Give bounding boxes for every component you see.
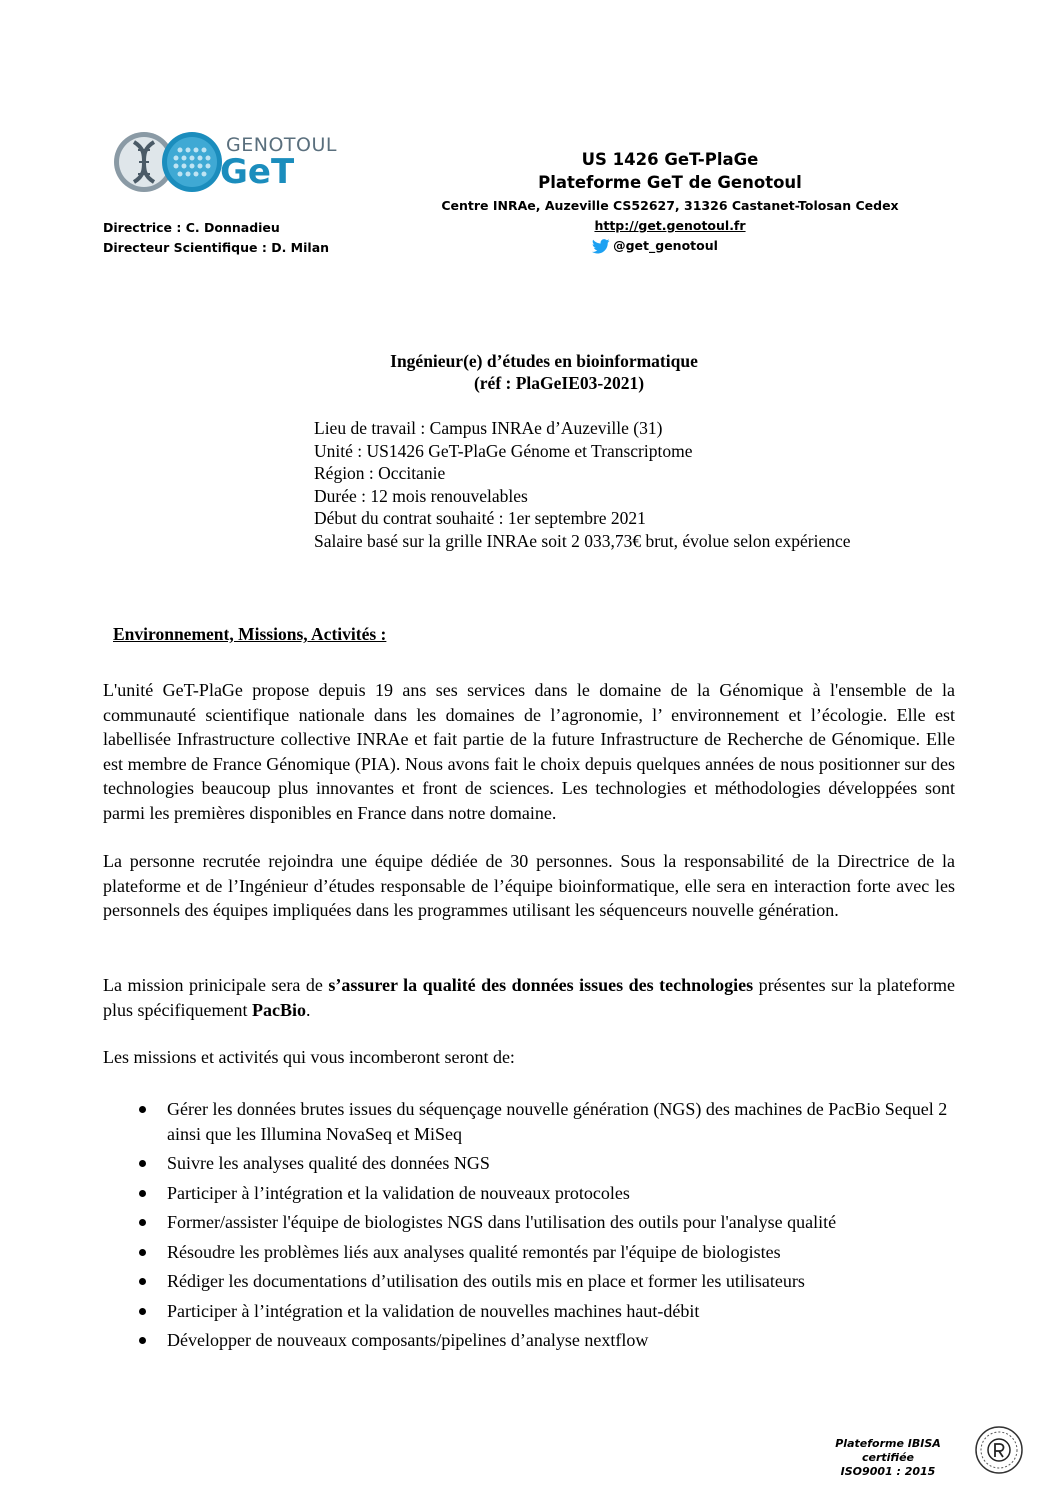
mission-text-e: . [305, 999, 311, 1020]
list-item: Développer de nouveaux composants/pipelines d’analyse nextflow [136, 1328, 966, 1353]
logo-text-genotoul: GENOTOUL [226, 134, 337, 156]
twitter-handle-row[interactable] [410, 236, 900, 256]
job-detail-salary: Salaire basé sur la grille INRAe soit 2 033,73€ brut, évolue selon expérience [314, 530, 851, 551]
job-title-block [0, 350, 1058, 394]
bullet-icon [139, 1308, 146, 1315]
bullet-icon [139, 1219, 146, 1226]
paragraph-missions-intro: Les missions et activités qui vous incomberont seront de: [103, 1047, 515, 1067]
certification-line-1: Plateforme IBISA certifiée [835, 1437, 941, 1464]
bullet-icon [139, 1160, 146, 1167]
job-detail-start: Début du contrat souhaité : 1er septembre 2021 [314, 508, 646, 528]
job-details [314, 417, 851, 552]
mission-text-bold-pacbio: PacBio [251, 999, 306, 1020]
address: Centre INRAe, Auzeville CS52627, 31326 Castanet-Tolosan Cedex [441, 198, 899, 213]
bullet-icon [139, 1106, 146, 1113]
bullet-icon [139, 1278, 146, 1285]
paragraph-team: La personne recrutée rejoindra une équipe dédiée de 30 personnes. Sous la responsabilité de la Directrice de la plateforme et de l’Ingénieur d’études responsable de l’équipe bioinformatique, elle sera en interaction forte avec les personnels des équipes impliquées dans les programmes utilisant les séquenceurs nouvelle génération. [103, 851, 955, 920]
job-detail-unit: Unité : US1426 GeT-PlaGe Génome et Transcriptome [314, 440, 693, 461]
bullet-icon [139, 1337, 146, 1344]
missions-list [136, 1097, 966, 1358]
paragraph-environment: L'unité GeT-PlaGe propose depuis 19 ans ses services dans le domaine de la Génomique à l'ensemble de la communauté scientifique nationale dans les domaines de l’agronomie, l’ environnement et l’écologie. Elle est labellisée Infrastructure collective INRAe et fait partie de la future Infrastructure de Recherche de Génomique. Elle est membre de France Génomique (PIA). Nous avons fait le choix depuis quelques années de nous positionner sur des technologies beaucoup plus innovantes et front de sciences. Les technologies et méthodologies développées sont parmi les premières disponibles en France dans notre domaine. [103, 680, 955, 823]
bullet-icon [139, 1190, 146, 1197]
certification-note [810, 1437, 966, 1479]
job-title: Ingénieur(e) d’études en bioinformatique [390, 351, 698, 371]
website-link[interactable]: http://get.genotoul.fr [594, 218, 746, 233]
scientific-director-name: Directeur Scientifique : D. Milan [103, 240, 330, 255]
certification-seal-icon [974, 1425, 1024, 1475]
director-name: Directrice : C. Donnadieu [103, 220, 280, 235]
list-item: Suivre les analyses qualité des données NGS [136, 1151, 966, 1176]
logo-text-get: GeT [220, 152, 295, 192]
bullet-icon [139, 1249, 146, 1256]
unit-title: US 1426 GeT-PlaGe [581, 150, 759, 169]
paragraph-mission [103, 973, 955, 1022]
job-reference: (réf : PlaGeIE03-2021) [473, 373, 645, 393]
job-detail-duration: Durée : 12 mois renouvelables [314, 485, 528, 506]
directors-block [103, 218, 329, 258]
mission-text-a: La mission prinicipale sera de [103, 975, 329, 995]
job-detail-location: Lieu de travail : Campus INRAe d’Auzeville (31) [314, 418, 663, 438]
certification-line-2: ISO9001 : 2015 [840, 1465, 936, 1478]
list-item: Former/assister l'équipe de biologistes NGS dans l'utilisation des outils pour l'analyse qualité [136, 1210, 966, 1235]
mission-text-bold-quality: s’assurer la qualité des données issues des technologies [328, 975, 754, 995]
list-item: Rédiger les documentations d’utilisation des outils mis en place et former les utilisateurs [136, 1269, 966, 1294]
list-item: Résoudre les problèmes liés aux analyses qualité remontés par l'équipe de biologistes [136, 1240, 966, 1265]
list-item: Participer à l’intégration et la validation de nouveaux protocoles [136, 1181, 966, 1206]
platform-title: Plateforme GeT de Genotoul [538, 173, 802, 192]
list-item: Gérer les données brutes issues du séquençage nouvelle génération (NGS) des machines de PacBio Sequel 2 ainsi que les Illumina NovaSeq et MiSeq [136, 1097, 966, 1146]
twitter-bird-icon [592, 239, 610, 254]
list-item: Participer à l’intégration et la validation de nouvelles machines haut-débit [136, 1299, 966, 1324]
organization-block [440, 148, 900, 256]
mission-text-c: présentes sur la plateforme plus spécifiquement [103, 975, 955, 1020]
twitter-handle: @get_genotoul [613, 238, 718, 253]
section-heading: Environnement, Missions, Activités : [113, 624, 387, 644]
job-detail-region: Région : Occitanie [314, 463, 446, 483]
